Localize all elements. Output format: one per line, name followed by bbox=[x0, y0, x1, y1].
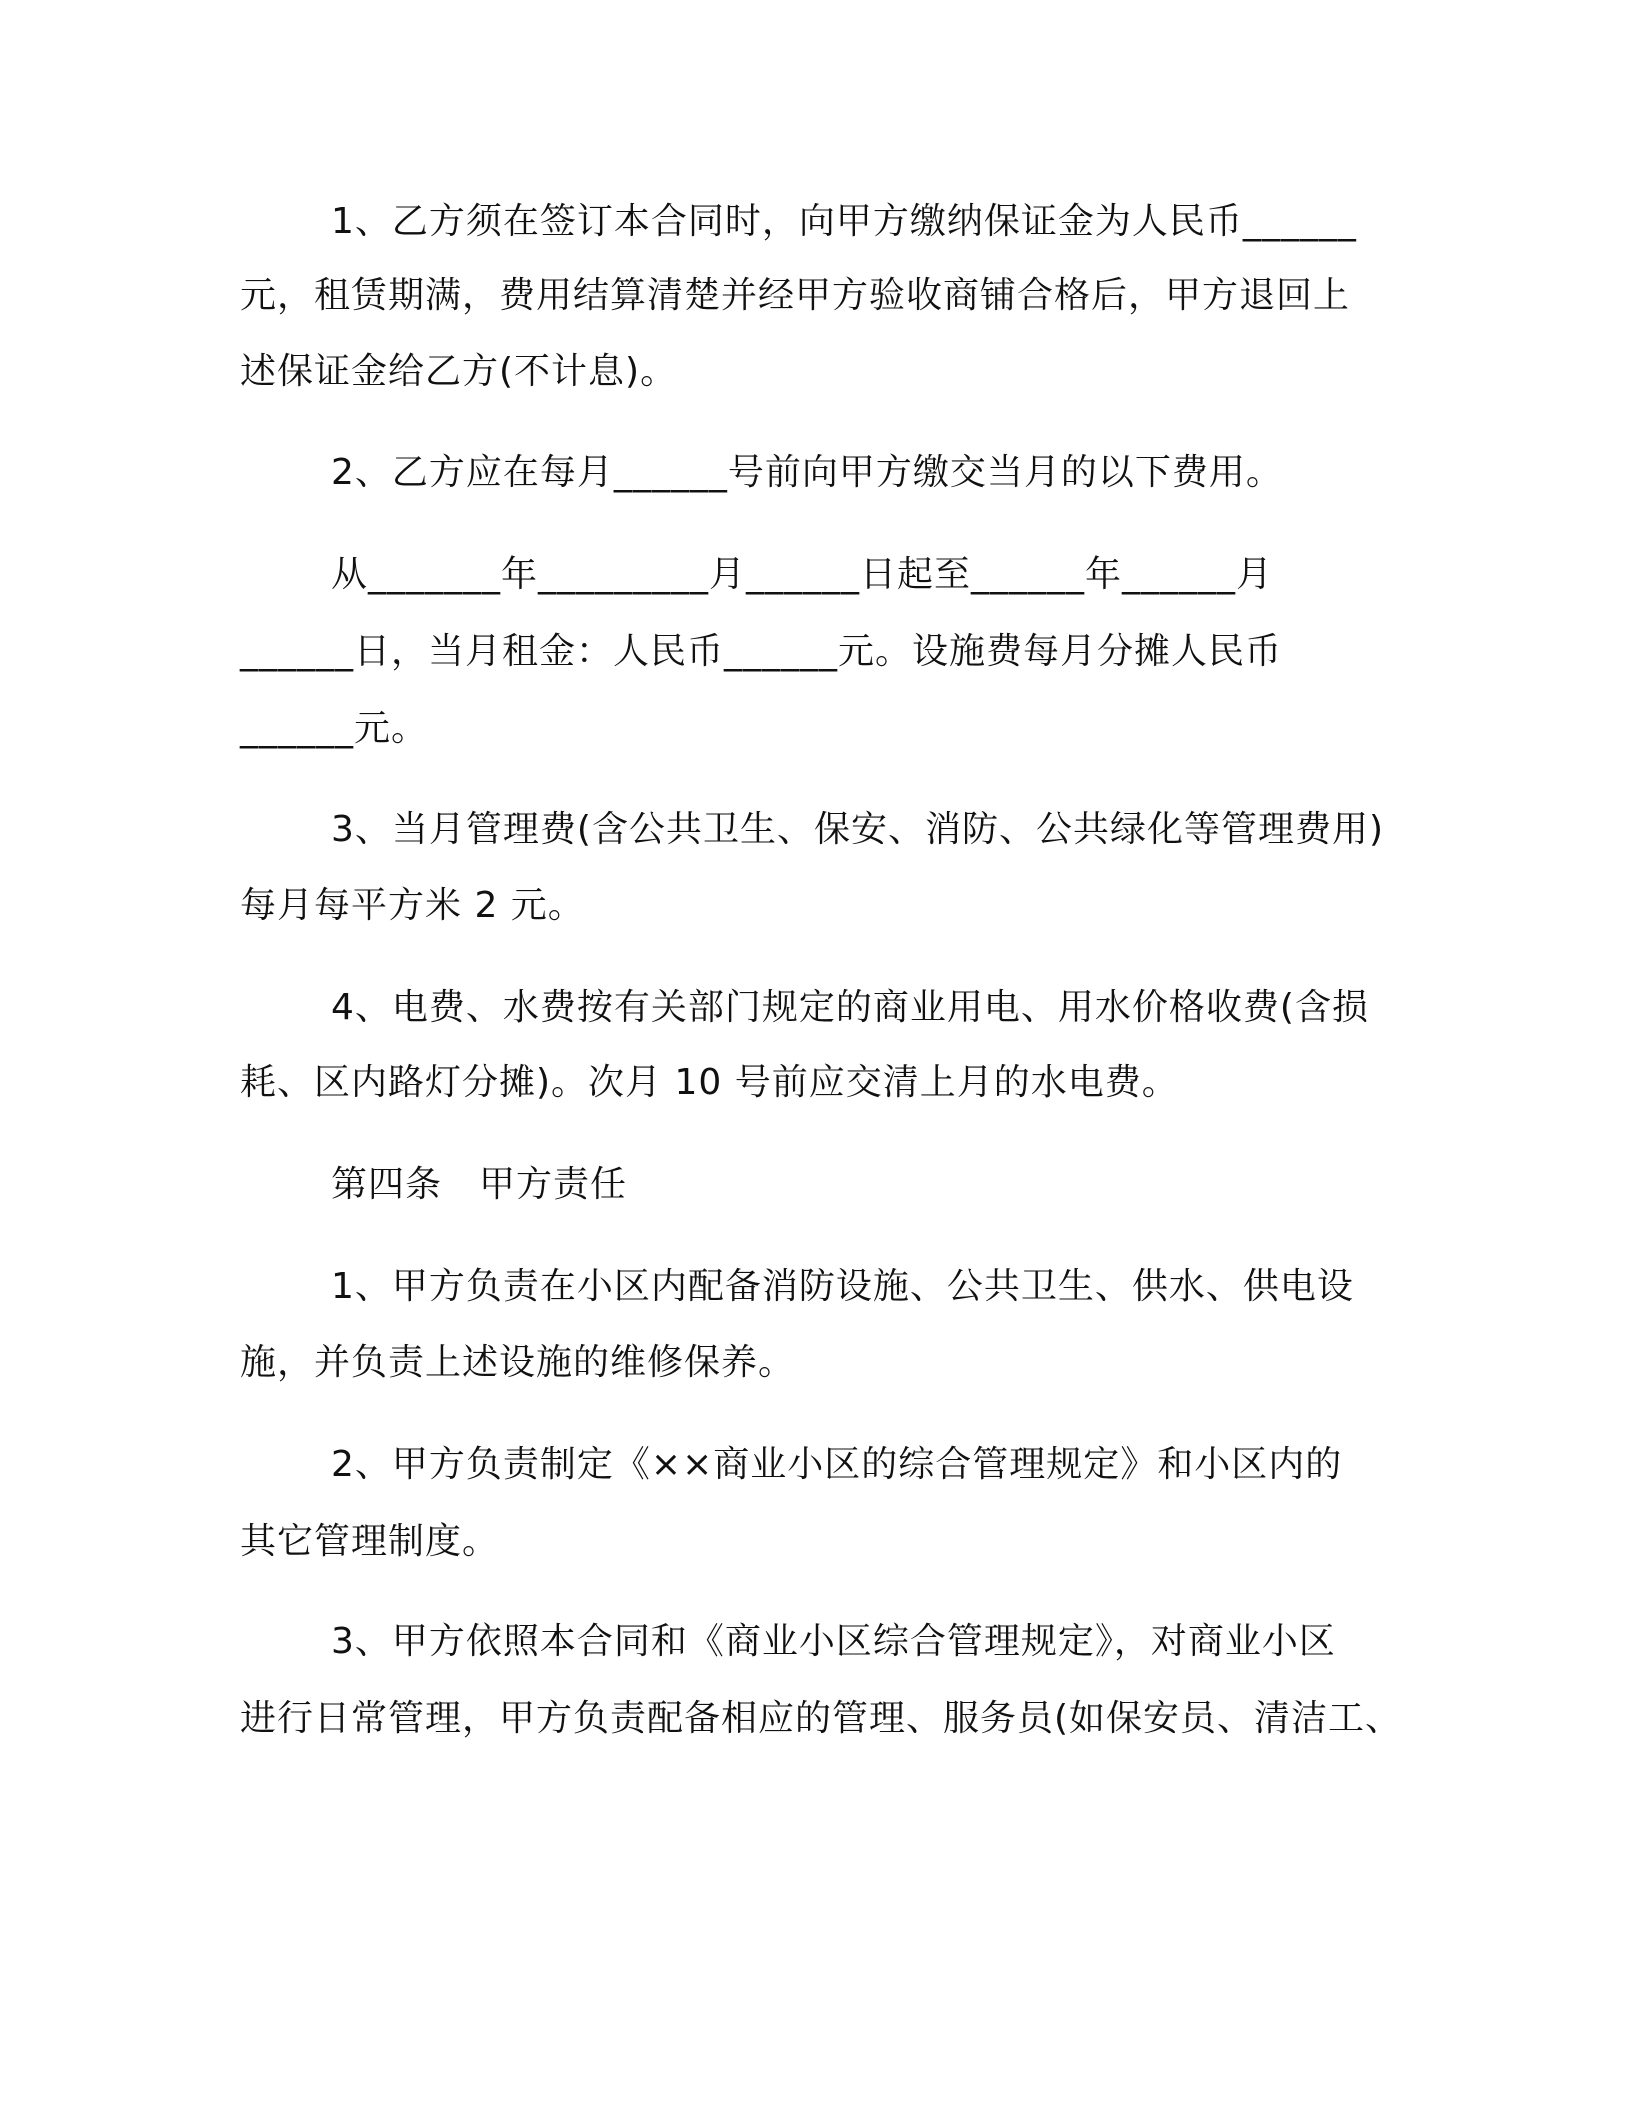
para-management-fee-line-2: 每月每平方米 2 元。 bbox=[240, 885, 585, 926]
para-regulations-line-1: 2、甲方负责制定《××商业小区的综合管理规定》和小区内的 bbox=[331, 1444, 1343, 1485]
para-facilities-line-1: 1、甲方负责在小区内配备消防设施、公共卫生、供水、供电设 bbox=[331, 1266, 1354, 1307]
section-heading-party-a-duties: 第四条 甲方责任 bbox=[331, 1164, 628, 1205]
para-regulations-line-2: 其它管理制度。 bbox=[240, 1521, 500, 1562]
para-daily-management-line-2: 进行日常管理，甲方负责配备相应的管理、服务员(如保安员、清洁工、 bbox=[240, 1698, 1403, 1739]
para-deposit-line-2: 元，租赁期满，费用结算清楚并经甲方验收商铺合格后，甲方退回上 bbox=[240, 275, 1351, 316]
para-deposit-line-1: 1、乙方须在签订本合同时，向甲方缴纳保证金为人民币______ bbox=[331, 201, 1357, 242]
para-monthly-payment-line-1: 2、乙方应在每月______号前向甲方缴交当月的以下费用。 bbox=[331, 452, 1283, 493]
para-utilities-line-2: 耗、区内路灯分摊)。次月 10 号前应交清上月的水电费。 bbox=[240, 1062, 1179, 1103]
para-management-fee-line-1: 3、当月管理费(含公共卫生、保安、消防、公共绿化等管理费用) bbox=[331, 809, 1384, 850]
para-facilities-line-2: 施，并负责上述设施的维修保养。 bbox=[240, 1342, 796, 1383]
para-deposit-line-3: 述保证金给乙方(不计息)。 bbox=[240, 351, 678, 392]
para-period-line-3: ______元。 bbox=[240, 708, 429, 749]
para-daily-management-line-1: 3、甲方依照本合同和《商业小区综合管理规定》，对商业小区 bbox=[331, 1621, 1336, 1662]
para-period-line-1: 从_______年_________月______日起至______年______月 bbox=[331, 554, 1274, 595]
para-utilities-line-1: 4、电费、水费按有关部门规定的商业用电、用水价格收费(含损 bbox=[331, 987, 1369, 1028]
para-period-line-2: ______日，当月租金：人民币______元。设施费每月分摊人民币 bbox=[240, 631, 1283, 672]
